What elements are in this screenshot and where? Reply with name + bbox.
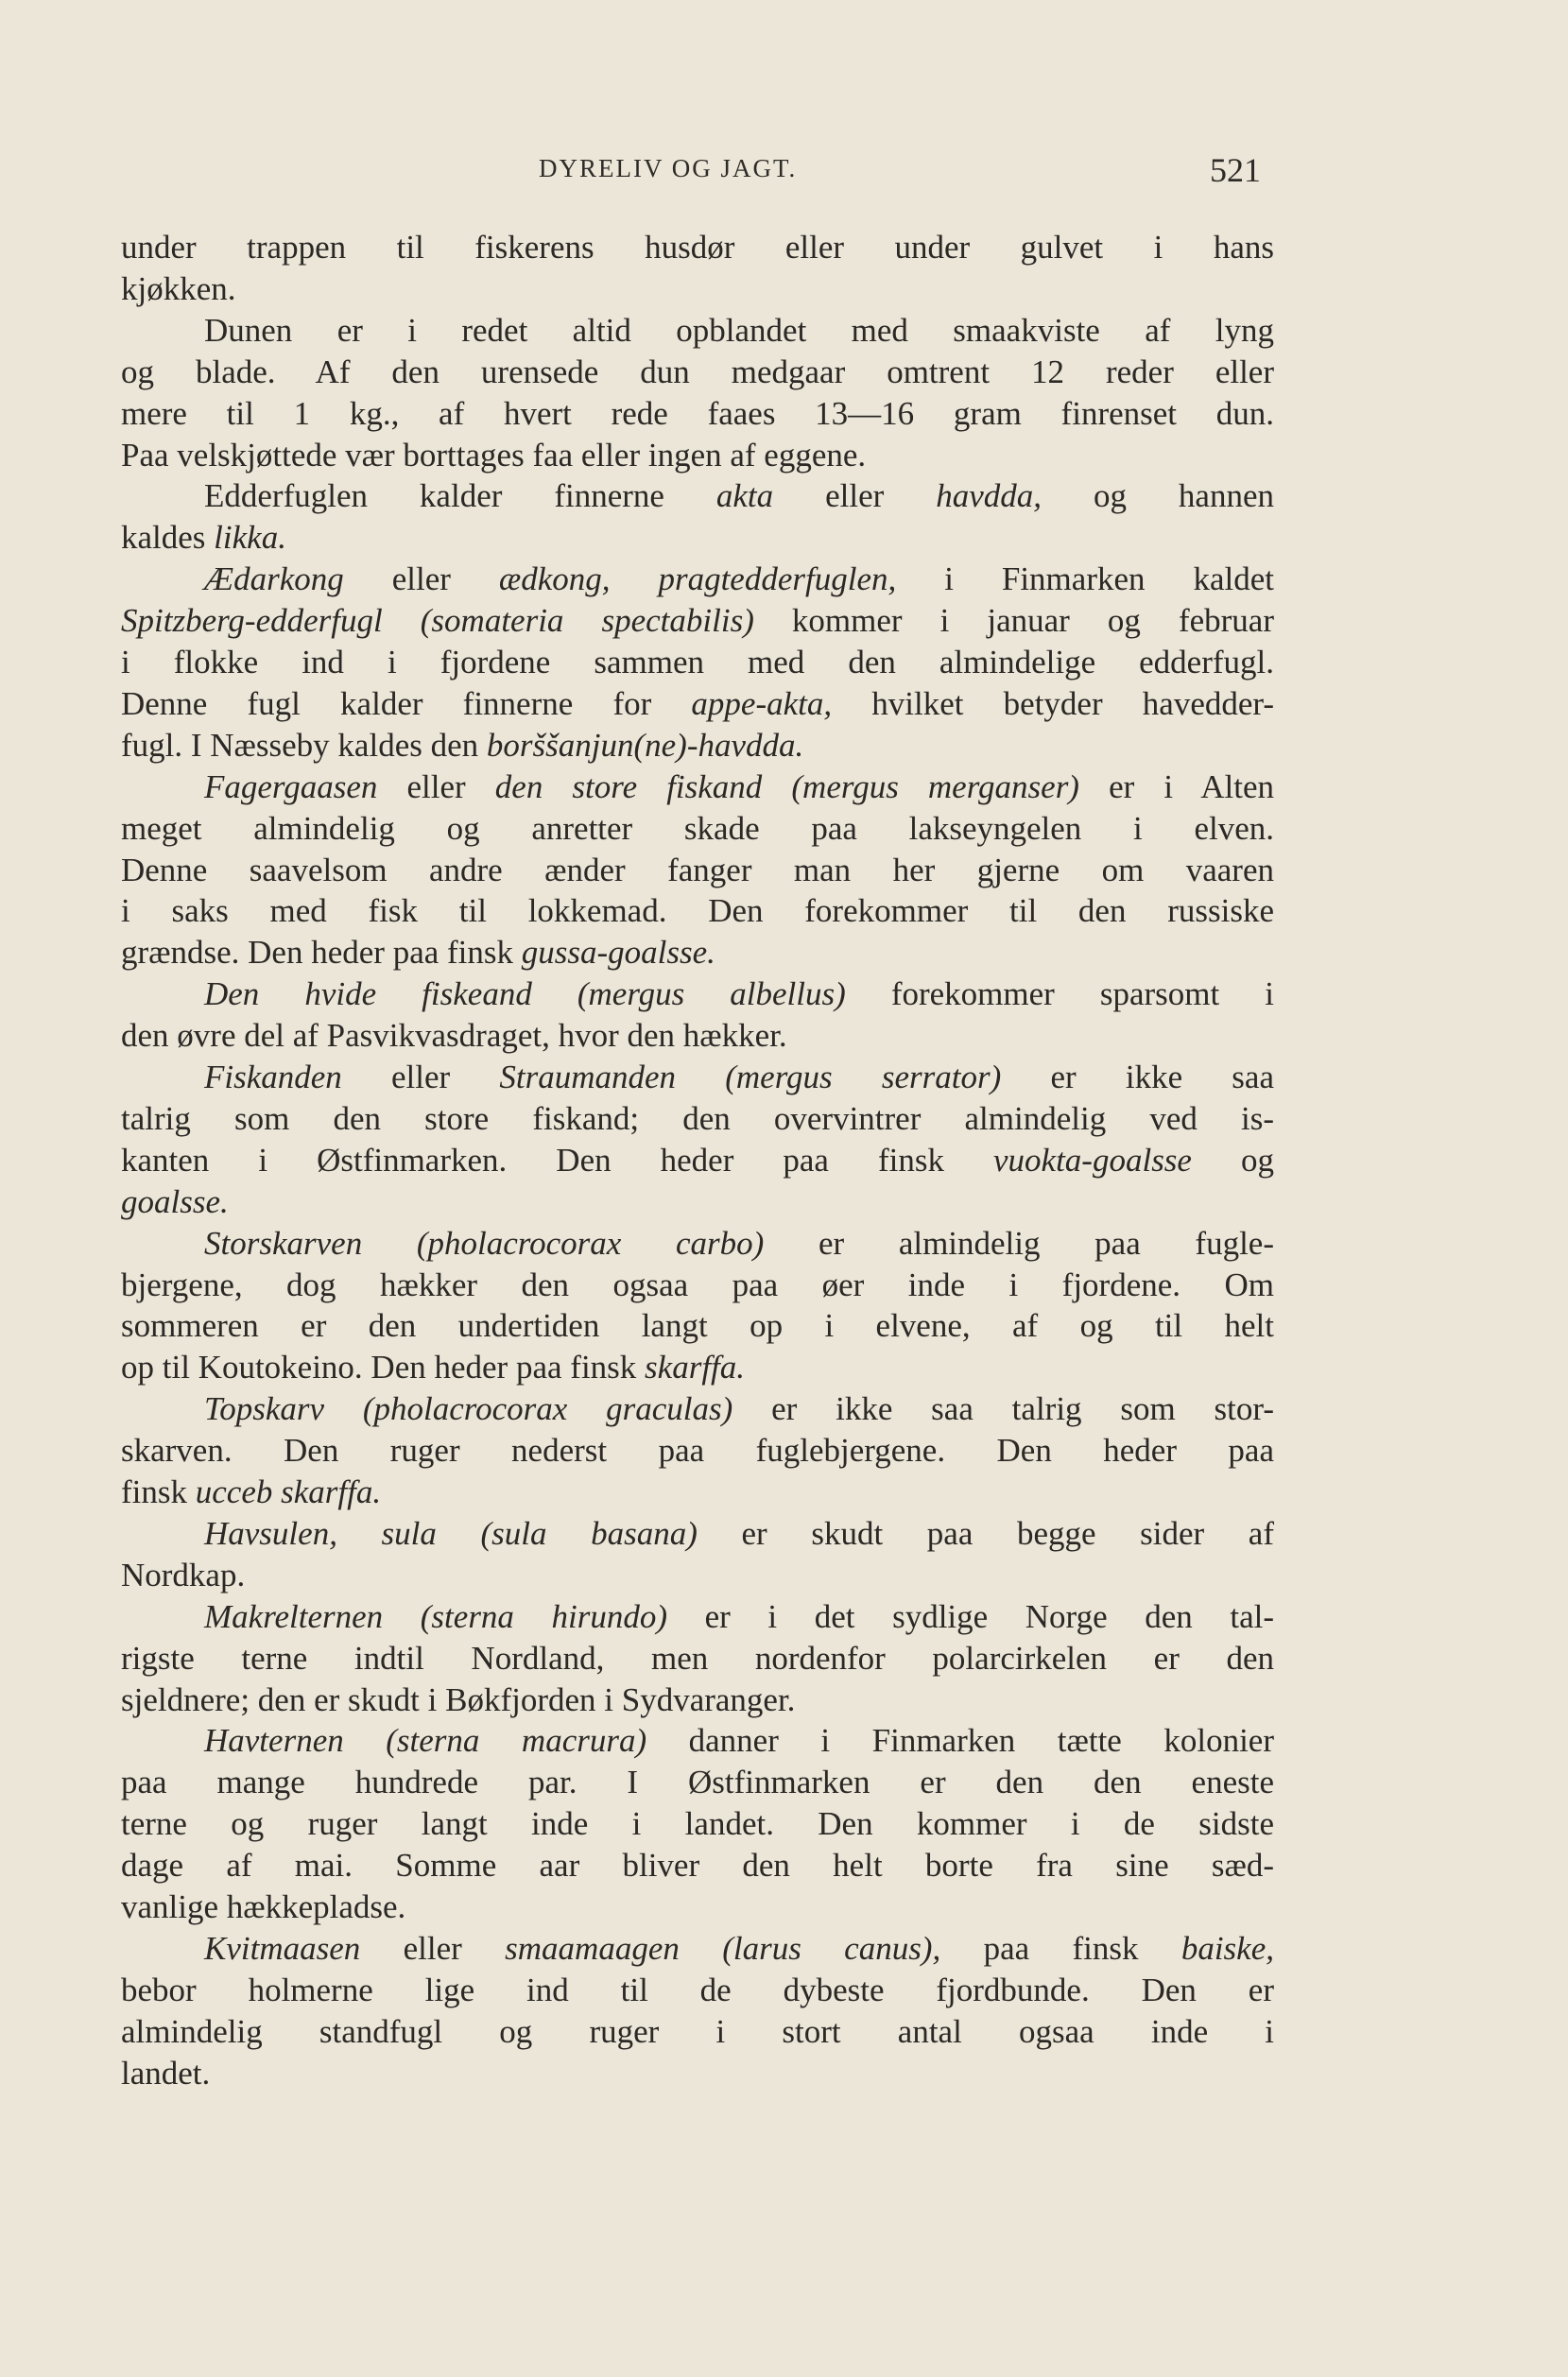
text-run: eller [773,477,937,514]
italic-term: Storskarven (pholacrocorax carbo) [204,1225,765,1262]
running-title: DYRELIV OG JAGT. [539,154,798,182]
text-line [121,435,1274,476]
text-run: og blade. Af den urensede dun medgaar omtrent 12 reder eller [121,353,1274,390]
page-number: 521 [1210,151,1261,189]
text-run: kaldes [121,519,215,556]
italic-term: Makrelternen (sterna hirundo) [204,1598,668,1635]
text-run: finsk [121,1473,196,1510]
text-line [121,1845,1274,1886]
text-line [121,559,1274,600]
text-line [121,642,1274,683]
italic-term: Havsulen, sula (sula basana) [204,1515,698,1552]
text-line [121,1388,1274,1430]
text-line [121,1886,1274,1928]
text-run: danner i Finmarken tætte kolonier [646,1722,1274,1759]
text-line [121,850,1274,891]
text-line [121,890,1274,932]
text-run: eller [377,768,495,805]
italic-term: gussa-goalsse. [521,934,715,971]
text-line [121,1513,1274,1555]
text-run: og [1191,1142,1274,1179]
text-line [121,766,1274,808]
italic-term: goalsse. [121,1183,229,1220]
text-run: er ikke saa [1001,1059,1274,1095]
text-run: paa mange hundrede par. I Østfinmarken er den den eneste [121,1764,1274,1800]
text-run: Nordkap. [121,1557,246,1593]
text-run: Denne saavelsom andre ænder fanger man her gjerne om vaaren [121,852,1274,888]
text-line [121,1265,1274,1306]
text-run: sjeldnere; den er skudt i Bøkfjorden i Sydvaranger. [121,1681,796,1718]
text-line [121,2053,1274,2094]
text-run: Denne fugl kalder finnerne for [121,685,692,722]
text-line [121,268,1274,310]
text-line [121,1928,1274,1970]
text-line [121,1098,1274,1140]
text-line [121,1305,1274,1347]
text-line [121,2011,1274,2053]
text-line [121,808,1274,850]
italic-term: Straumanden (mergus serrator) [499,1059,1002,1095]
italic-term: borššanjun(ne)-havdda. [486,727,804,764]
text-line [121,1181,1274,1223]
text-run: fugl. I Næsseby kaldes den [121,727,487,764]
text-line [121,475,1274,517]
text-run: og hannen [1042,477,1274,514]
italic-term: Topskarv (pholacrocorax graculas) [204,1390,733,1427]
text-run: talrig som den store fiskand; den overvintrer almindelig ved is- [121,1100,1274,1137]
text-line [121,1472,1274,1513]
text-run: i saks med fisk til lokkemad. Den forekommer til den russiske [121,892,1274,929]
italic-term: smaamaagen (larus canus), [505,1930,941,1967]
text-line [121,725,1274,766]
text-line [121,932,1274,973]
italic-term: Ædarkong [204,560,344,597]
text-line [121,1015,1274,1057]
text-run: bjergene, dog hækker den ogsaa paa øer inde i fjordene. Om [121,1266,1274,1303]
text-line [121,310,1274,352]
text-line [121,600,1274,642]
text-line [121,1970,1274,2011]
text-line [121,393,1274,435]
text-run: op til Koutokeino. Den heder paa finsk [121,1349,646,1386]
text-run: meget almindelig og anretter skade paa lakseyngelen i elven. [121,810,1274,847]
italic-term: skarffa. [645,1349,746,1386]
italic-term: Spitzberg-edderfugl (somateria spectabilis) [121,602,754,639]
text-line [121,1223,1274,1265]
italic-term: den store fiskand (mergus merganser) [494,768,1079,805]
text-run: Edderfuglen kalder finnerne [204,477,716,514]
text-run: Dunen er i redet altid opblandet med smaakviste af lyng [204,312,1274,349]
text-run: eller [343,560,499,597]
italic-term: Fagergaasen [204,768,378,805]
text-line [121,1140,1274,1181]
text-run: under trappen til fiskerens husdør eller under gulvet i hans [121,229,1274,266]
text-line [121,683,1274,725]
text-line [121,1555,1274,1596]
text-line [121,1596,1274,1638]
text-run: i flokke ind i fjordene sammen med den almindelige edderfugl. [121,644,1274,680]
italic-term: Kvitmaasen [204,1930,361,1967]
italic-term: Den hvide fiskeand (mergus albellus) [204,975,846,1012]
text-run: Paa velskjøttede vær borttages faa eller ingen af eggene. [121,437,867,474]
running-head [0,151,1568,192]
text-run: almindelig standfugl og ruger i stort antal ogsaa inde i [121,2013,1274,2050]
text-line [121,1430,1274,1472]
text-run: er almindelig paa fugle- [764,1225,1274,1262]
text-run: kjøkken. [121,270,236,307]
text-line [121,973,1274,1015]
text-run: sommeren er den undertiden langt op i elvene, af og til helt [121,1307,1274,1344]
text-run: skarven. Den ruger nederst paa fuglebjergene. Den heder paa [121,1432,1274,1469]
text-run: paa finsk [940,1930,1181,1967]
text-run: landet. [121,2055,211,2092]
text-run: eller [360,1930,506,1967]
italic-term: baiske, [1180,1930,1274,1967]
italic-term: akta [715,477,774,514]
text-run: den øvre del af Pasvikvasdraget, hvor den hækker. [121,1017,787,1054]
text-run: rigste terne indtil Nordland, men nordenfor polarcirkelen er den [121,1640,1274,1677]
text-run: vanlige hækkepladse. [121,1888,406,1925]
italic-term: ucceb skarffa. [195,1473,382,1510]
text-line [121,1638,1274,1679]
text-line [121,1720,1274,1762]
text-run: er i Alten [1078,768,1274,805]
italic-term: likka. [214,519,286,556]
text-line [121,227,1274,268]
italic-term: appe-akta, [691,685,833,722]
italic-term: ædkong, pragtedderfuglen, [498,560,897,597]
text-run: er ikke saa talrig som stor- [732,1390,1274,1427]
text-run: er i det sydlige Norge den tal- [667,1598,1274,1635]
text-run: hvilket betyder havedder- [832,685,1274,722]
text-line [121,1762,1274,1803]
text-run: kommer i januar og februar [753,602,1274,639]
text-run: bebor holmerne lige ind til de dybeste fjordbunde. Den er [121,1972,1274,2008]
text-line [121,352,1274,393]
text-run: dage af mai. Somme aar bliver den helt borte fra sine sæd- [121,1847,1274,1884]
text-line [121,1803,1274,1845]
text-line [121,1347,1274,1388]
italic-term: havdda, [936,477,1042,514]
text-run: er skudt paa begge sider af [697,1515,1274,1552]
text-run: i Finmarken kaldet [896,560,1274,597]
text-line [121,517,1274,559]
text-run: mere til 1 kg., af hvert rede faaes 13—16 gram finrenset dun. [121,395,1274,432]
text-line [121,1057,1274,1098]
italic-term: vuokta-goalsse [993,1142,1192,1179]
italic-term: Havternen (sterna macrura) [204,1722,647,1759]
text-run: terne og ruger langt inde i landet. Den kommer i de sidste [121,1805,1274,1842]
text-run: forekommer sparsomt i [845,975,1274,1012]
text-run: eller [341,1059,500,1095]
text-run: grændse. Den heder paa finsk [121,934,522,971]
italic-term: Fiskanden [204,1059,342,1095]
text-run: kanten i Østfinmarken. Den heder paa finsk [121,1142,994,1179]
text-line [121,1679,1274,1721]
